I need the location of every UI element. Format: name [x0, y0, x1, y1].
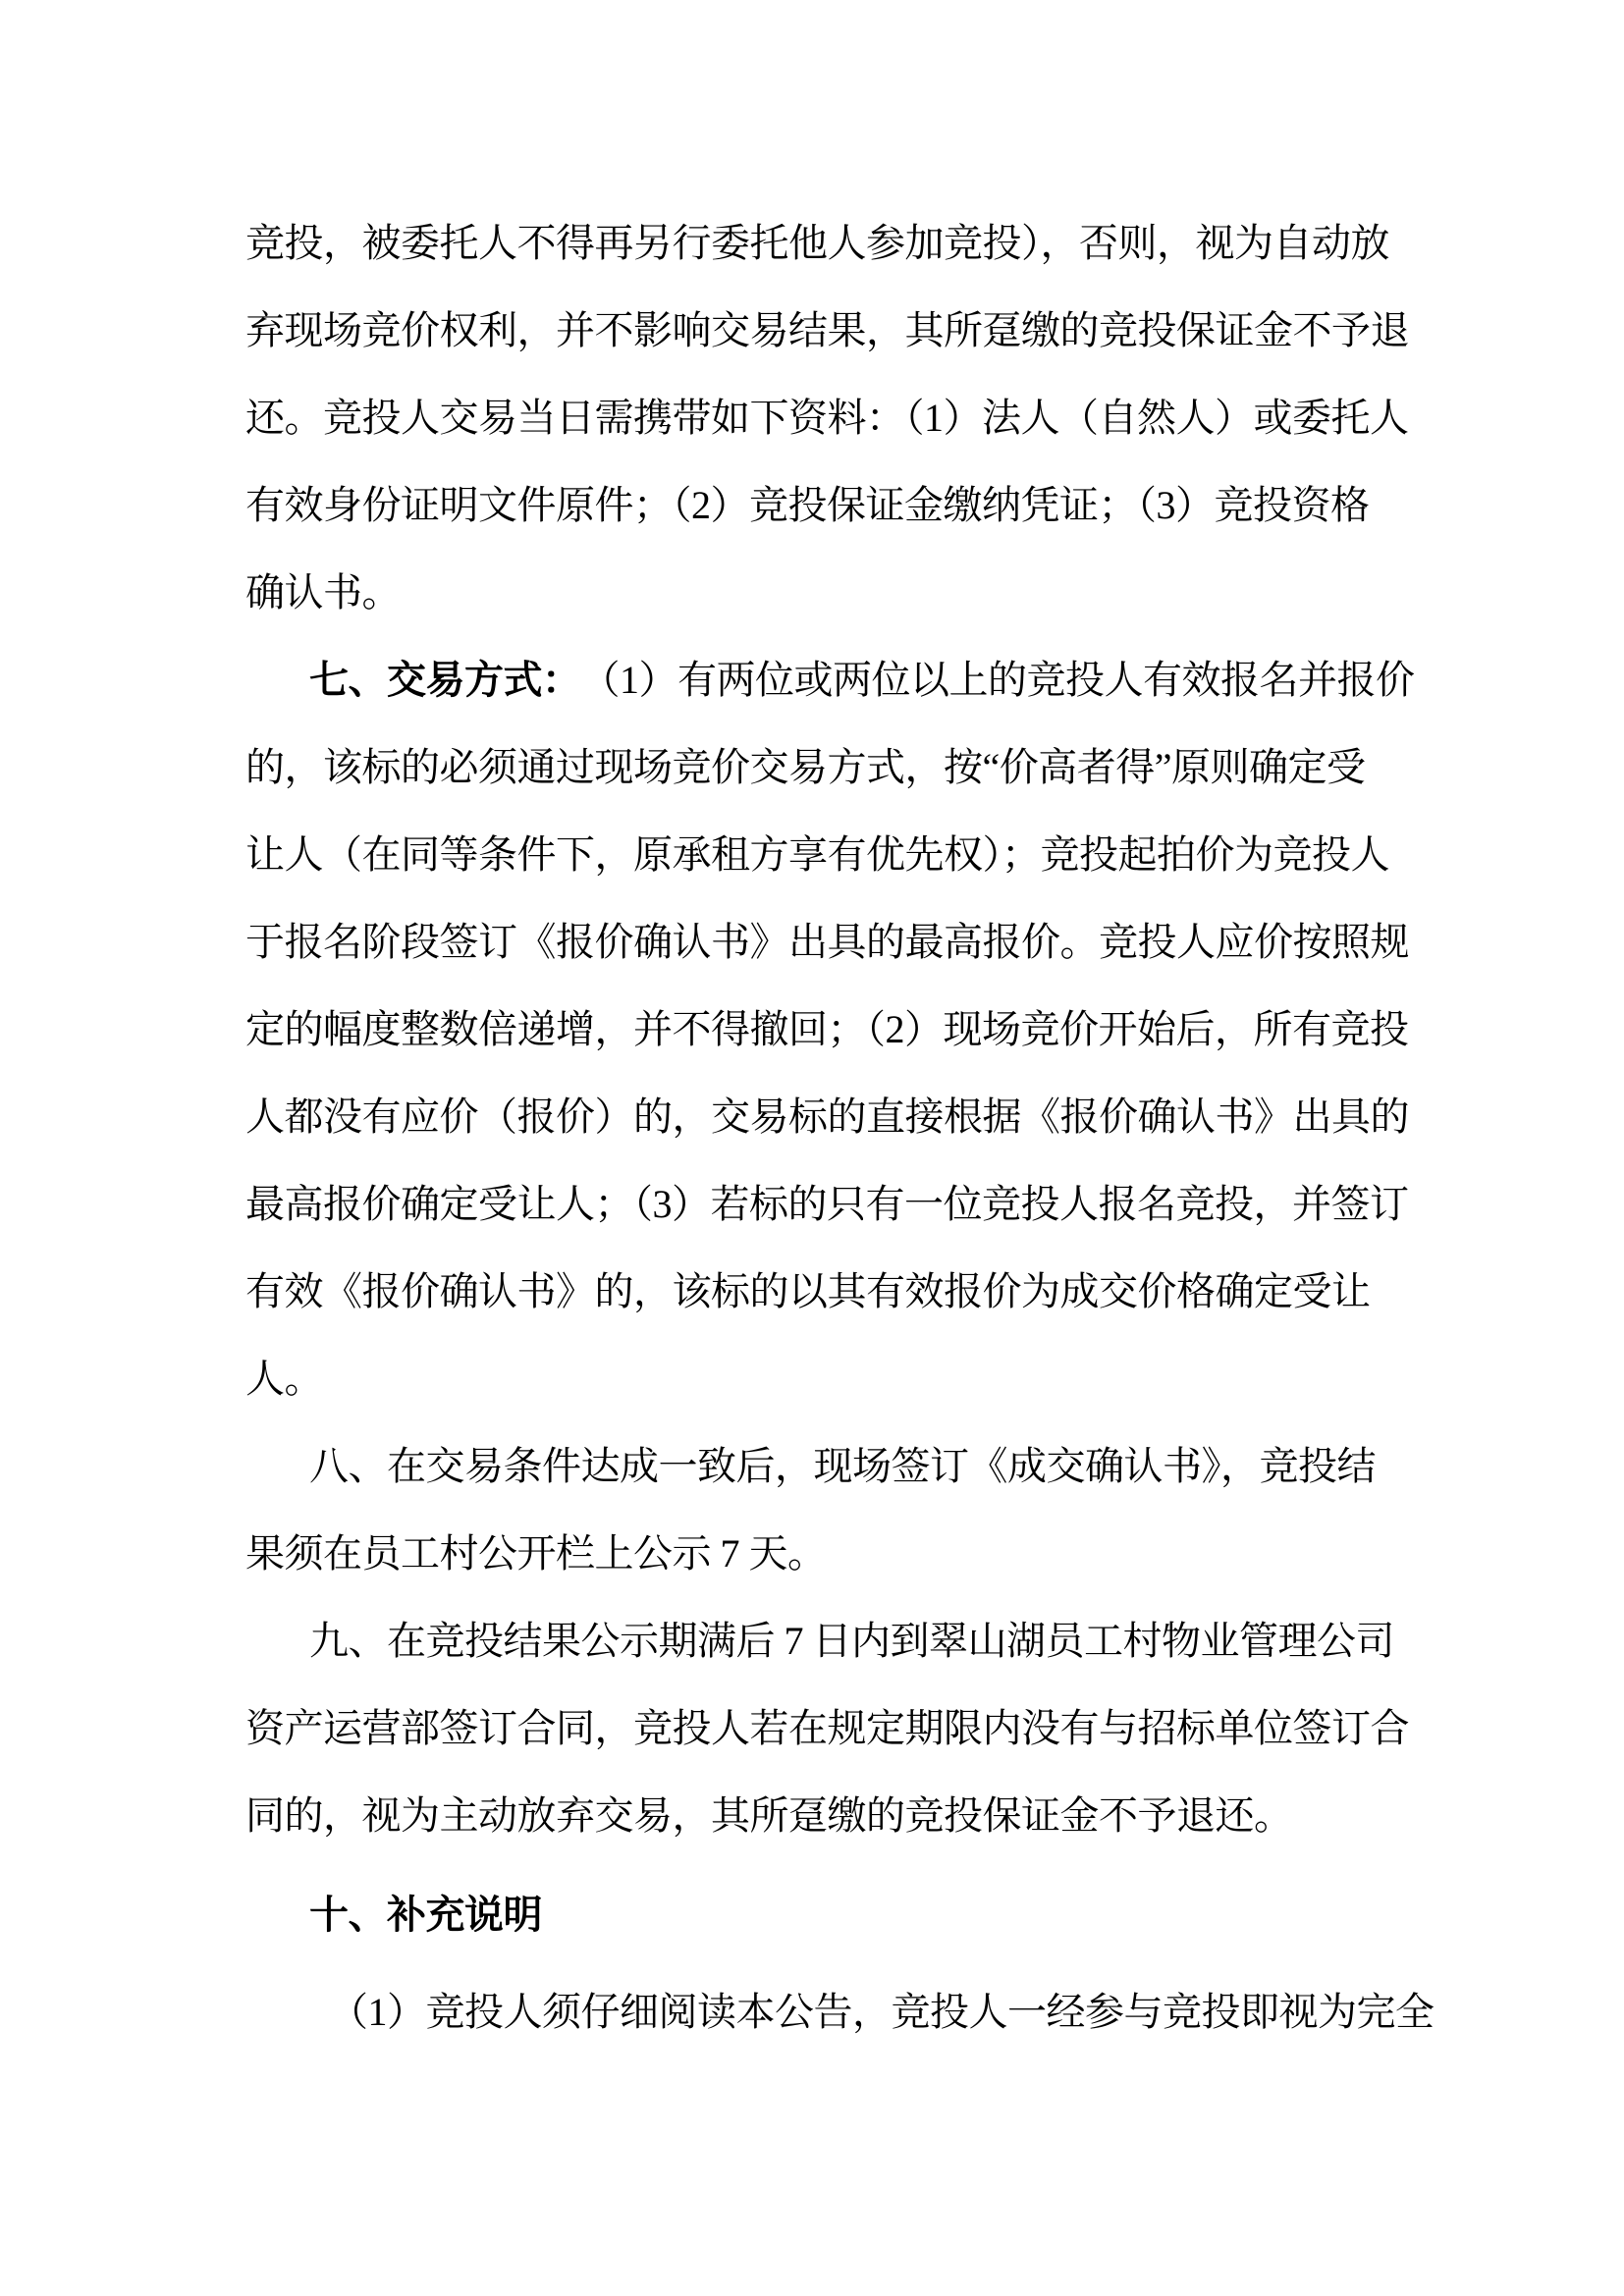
paragraph-section-nine — [245, 1594, 1409, 1856]
text-line — [245, 546, 1394, 633]
paragraph-section-ten-supplement — [245, 1868, 1394, 1955]
line-text: 资产运营部签订合同，竞投人若在规定期限内没有与招标单位签订合 — [245, 1706, 1409, 1750]
text-line — [245, 1157, 1409, 1245]
text-line — [245, 1419, 1394, 1507]
section-heading: 七、交易方式： — [309, 658, 581, 702]
line-text: （1）竞投人须仔细阅读本公告，竞投人一经参与竞投即视为完全 — [329, 1990, 1435, 2034]
line-text: 九、在竞投结果公示期满后 7 日内到翠山湖员工村物业管理公司 — [309, 1619, 1394, 1663]
line-text: 还。竞投人交易当日需携带如下资料：（1）法人（自然人）或委托人 — [245, 396, 1409, 440]
line-text: 果须在员工村公开栏上公示 7 天。 — [245, 1531, 827, 1575]
line-text: 有效《报价确认书》的，该标的以其有效报价为成交价格确定受让 — [245, 1269, 1371, 1313]
text-line — [245, 895, 1409, 983]
line-text: 同的，视为主动放弃交易，其所趸缴的竞投保证金不予退还。 — [245, 1793, 1293, 1838]
text-line — [245, 808, 1394, 895]
text-line — [245, 721, 1394, 808]
text-line — [245, 1868, 1394, 1955]
line-text: 八、在交易条件达成一致后，现场签订《成交确认书》，竞投结 — [309, 1444, 1376, 1488]
paragraph-continuation — [245, 196, 1409, 633]
text-line — [245, 1070, 1409, 1157]
text-line — [245, 1507, 1394, 1594]
line-text: 竞投，被委托人不得再另行委托他人参加竞投），否则，视为自动放 — [245, 221, 1389, 265]
line-text: 让人（在同等条件下，原承租方享有优先权）；竞投起拍价为竞投人 — [245, 832, 1389, 877]
text-line — [245, 1245, 1394, 1332]
line-text: 有效身份证明文件原件；（2）竞投保证金缴纳凭证；（3）竞投资格 — [245, 483, 1370, 527]
text-line — [245, 1332, 1394, 1419]
text-line — [245, 1594, 1394, 1682]
line-text: 的，该标的必须通过现场竞价交易方式，按“价高者得”原则确定受 — [245, 745, 1366, 789]
paragraph-section-eight — [245, 1419, 1394, 1594]
line-text: 人。 — [245, 1357, 323, 1401]
line-text: 确认书。 — [245, 570, 401, 614]
line-text: 于报名阶段签订《报价确认书》出具的最高报价。竞投人应价按照规 — [245, 920, 1409, 964]
line-text: （1）有两位或两位以上的竞投人有效报名并报价 — [580, 658, 1415, 702]
section-heading: 十、补充说明 — [309, 1893, 542, 1937]
text-line — [245, 196, 1394, 284]
text-line — [245, 1769, 1394, 1856]
line-text: 弃现场竞价权利，并不影响交易结果，其所趸缴的竞投保证金不予退 — [245, 308, 1409, 352]
text-line — [245, 371, 1409, 458]
text-line — [245, 284, 1409, 371]
line-text: 人都没有应价（报价）的，交易标的直接根据《报价确认书》出具的 — [245, 1095, 1409, 1139]
text-line — [245, 983, 1409, 1070]
document-content — [245, 196, 1435, 2053]
text-line — [245, 1965, 1435, 2053]
paragraph-section-seven-trade-method — [245, 633, 1415, 1419]
text-line — [245, 1682, 1409, 1769]
line-text: 最高报价确定受让人；（3）若标的只有一位竞投人报名竞投，并签订 — [245, 1182, 1409, 1226]
text-line — [245, 458, 1394, 546]
line-text: 定的幅度整数倍递增，并不得撤回；（2）现场竞价开始后，所有竞投 — [245, 1007, 1409, 1051]
text-line — [245, 633, 1415, 721]
paragraph-supplement-item-1 — [245, 1965, 1435, 2053]
